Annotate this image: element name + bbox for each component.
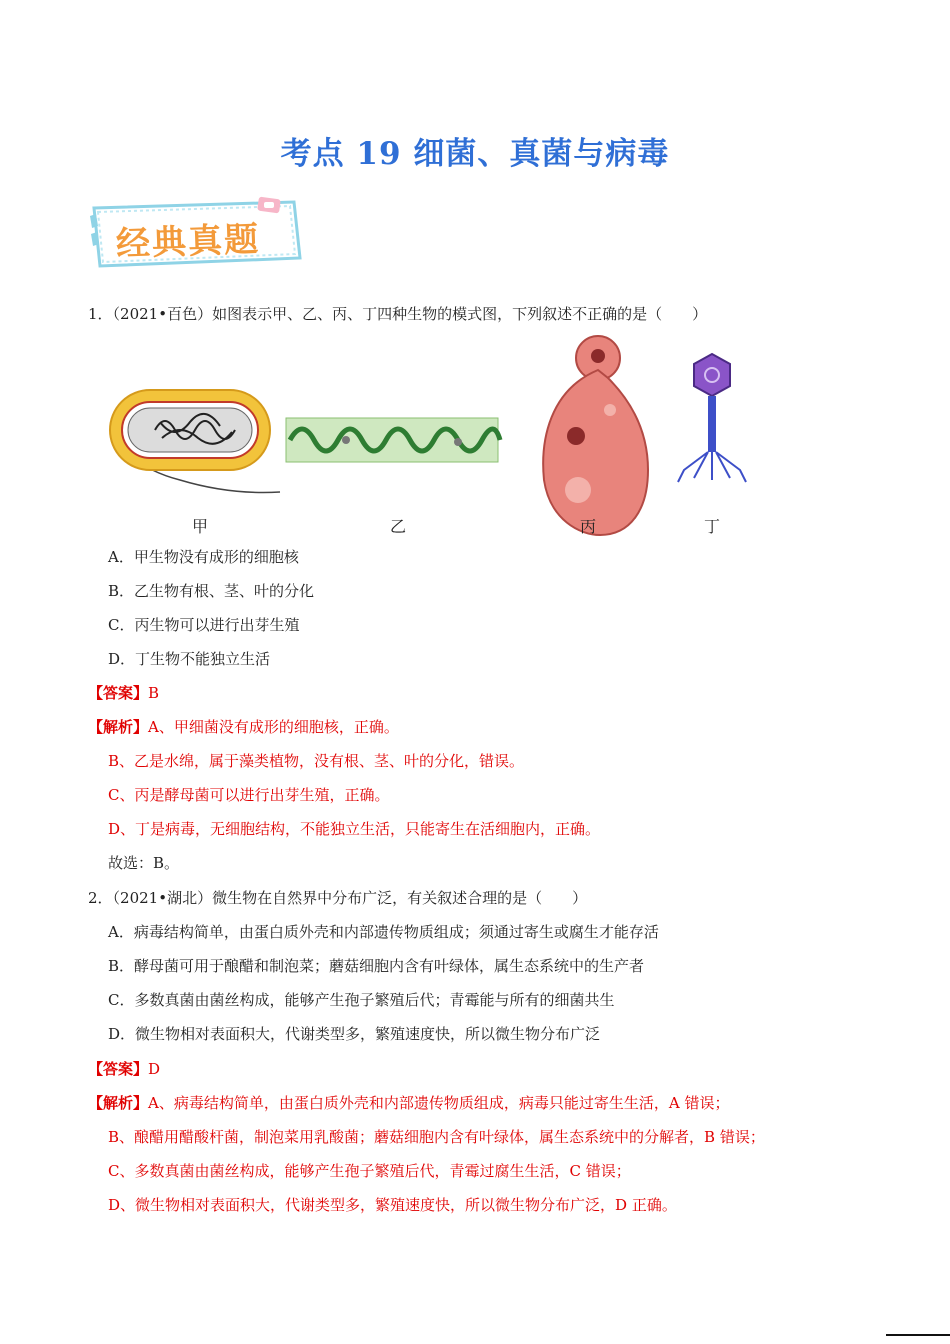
q1-option-d: D．丁生物不能独立生活 [108,650,271,668]
answer-tag: 【答案】 [88,684,149,702]
q2-answer [88,1059,160,1079]
page-title: 考点 19 细菌、真菌与病毒 [280,136,670,172]
analysis-text: A、病毒结构简单，由蛋白质外壳和内部遗传物质组成，病毒只能过寄生生活，A 错误； [148,1094,730,1112]
analysis-text: A、甲细菌没有成形的细胞核，正确。 [148,718,399,736]
q2-analysis-line-a [88,1093,729,1113]
figure-label-jia: 甲 [192,517,209,536]
q1-analysis-line-a [88,717,399,737]
q2-analysis-line-d: D、微生物相对表面积大，代谢类型多，繁殖速度快，所以微生物分布广泛，D 正确。 [108,1196,677,1214]
figure-label-ding: 丁 [704,517,721,536]
q2-option-a: A．病毒结构简单，由蛋白质外壳和内部遗传物质组成；须通过寄生或腐生才能存活 [108,923,659,941]
spirogyra-illustration [286,418,500,462]
q2-analysis-line-c: C、多数真菌由菌丝构成，能够产生孢子繁殖后代，青霉过腐生生活，C 错误； [108,1162,631,1180]
q2-analysis-line-b: B、酿醋用醋酸杆菌，制泡菜用乳酸菌；蘑菇细胞内含有叶绿体，属生态系统中的分解者，B 错误； [108,1128,765,1146]
q1-answer [88,683,159,703]
answer-value: B [148,684,160,702]
bacterium-illustration [110,390,280,493]
q1-option-b: B．乙生物有根、茎、叶的分化 [108,582,315,600]
question-2-stem: 2．（2021•湖北）微生物在自然界中分布广泛，有关叙述合理的是（ ） [88,889,588,907]
question-1-stem: 1．（2021•百色）如图表示甲、乙、丙、丁四种生物的模式图，下列叙述不正确的是（ ） [88,305,708,323]
q1-conclusion: 故选：B。 [108,854,180,872]
q2-option-d: D．微生物相对表面积大，代谢类型多，繁殖速度快，所以微生物分布广泛 [108,1025,601,1043]
section-banner [88,196,304,272]
organisms-figure [100,330,780,540]
q2-option-b: B．酵母菌可用于酿醋和制泡菜；蘑菇细胞内含有叶绿体，属生态系统中的生产者 [108,957,645,975]
q1-option-a: A．甲生物没有成形的细胞核 [108,548,299,566]
figure-label-yi: 乙 [390,517,407,536]
bacteriophage-illustration [678,354,746,482]
analysis-tag: 【解析】 [88,1094,149,1112]
q1-analysis-line-b: B、乙是水绵，属于藻类植物，没有根、茎、叶的分化，错误。 [108,752,525,770]
yeast-illustration [543,336,648,535]
q1-analysis-line-d: D、丁是病毒，无细胞结构，不能独立生活，只能寄生在活细胞内，正确。 [108,820,601,838]
footer-rule [886,1334,950,1336]
banner-text: 经典真题 [115,219,261,265]
q2-option-c: C．多数真菌由菌丝构成，能够产生孢子繁殖后代；青霉能与所有的细菌共生 [108,991,615,1009]
analysis-tag: 【解析】 [88,718,149,736]
q1-option-c: C．丙生物可以进行出芽生殖 [108,616,300,634]
answer-tag: 【答案】 [88,1060,149,1078]
figure-label-bing: 丙 [580,517,597,536]
q1-analysis-line-c: C、丙是酵母菌可以进行出芽生殖，正确。 [108,786,390,804]
answer-value: D [148,1060,161,1078]
